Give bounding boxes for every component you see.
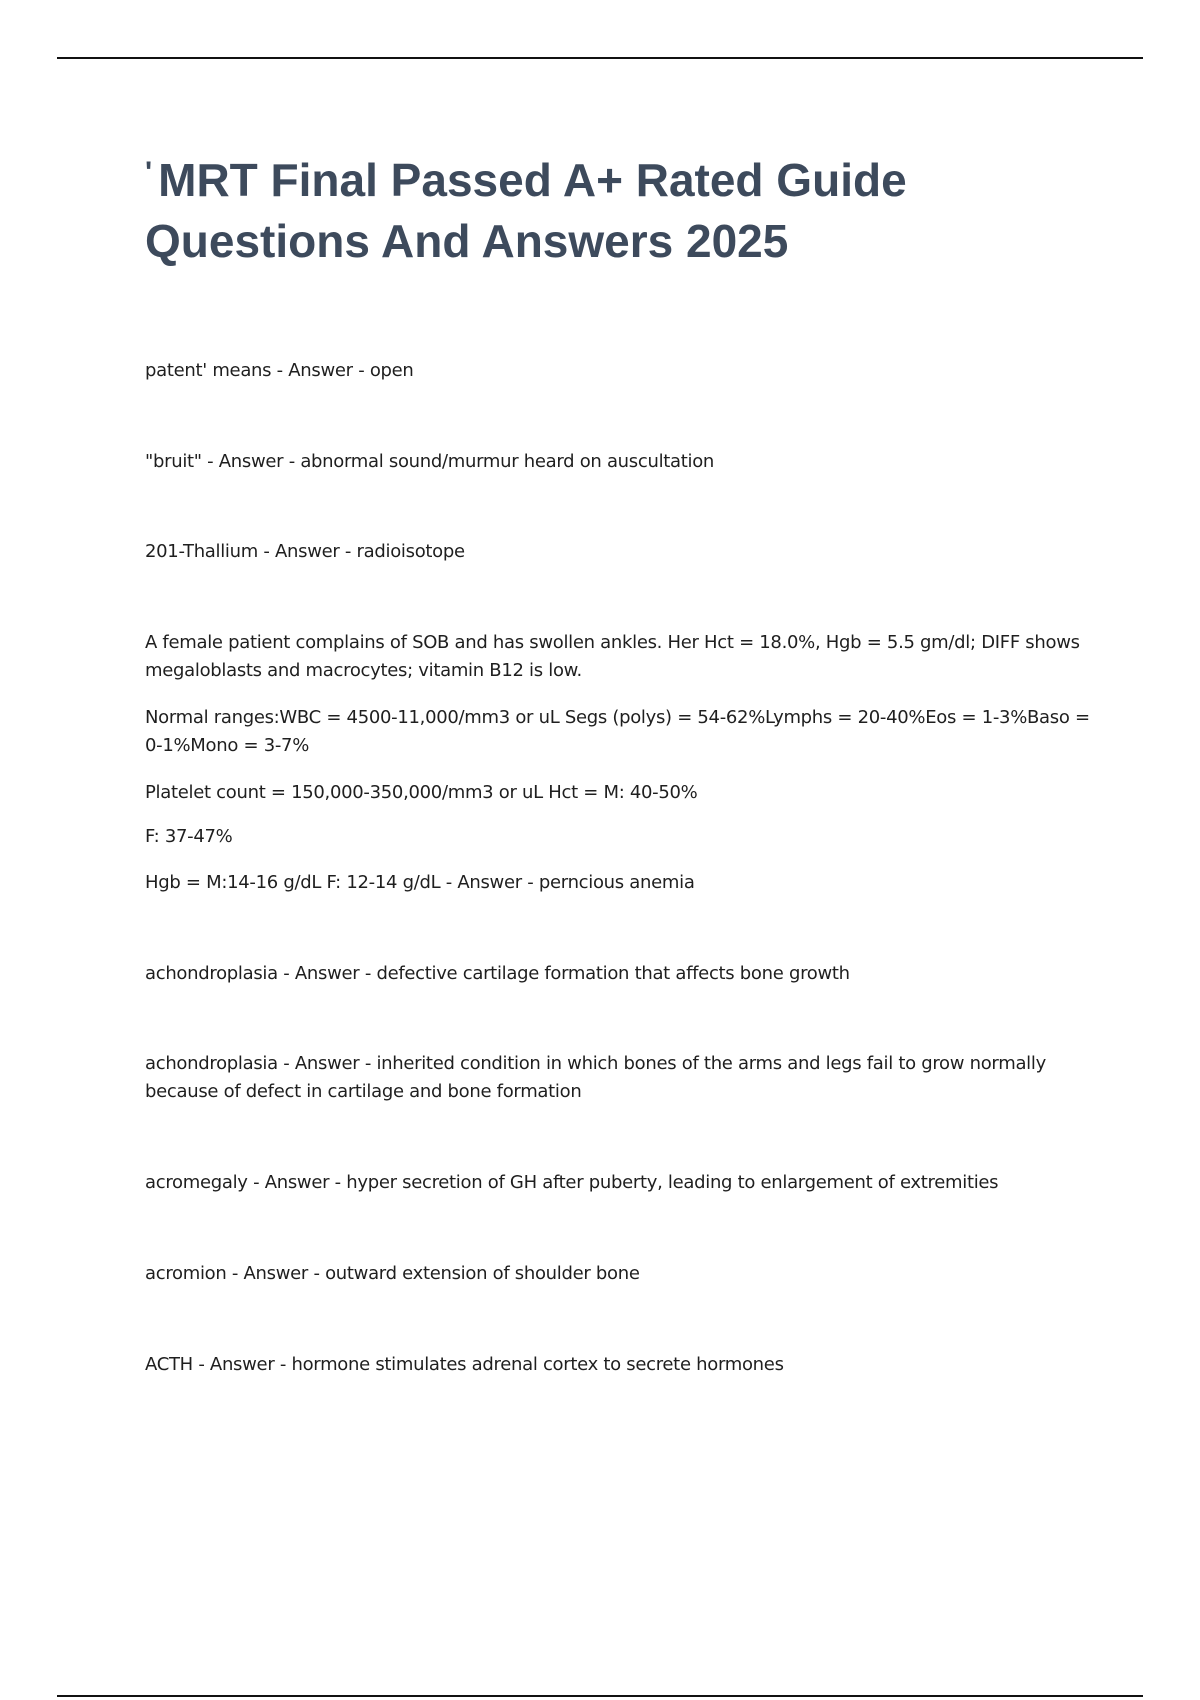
qa-item: acromegaly - Answer - hyper secretion of GH after puberty, leading to enlargement of extremities <box>145 1172 999 1193</box>
qa-item: achondroplasia - Answer - defective cartilage formation that affects bone growth <box>145 963 850 984</box>
qa-item: F: 37-47% <box>145 826 233 847</box>
title-text: MRT Final Passed A+ Rated Guide Questions And Answers 2025 <box>145 154 907 267</box>
top-rule <box>57 57 1143 59</box>
qa-item: ACTH - Answer - hormone stimulates adrenal cortex to secrete hormones <box>145 1354 784 1375</box>
title-mark: ' <box>145 156 153 189</box>
page-title <box>145 142 1105 272</box>
qa-item: patent' means - Answer - open <box>145 360 414 381</box>
qa-item: acromion - Answer - outward extension of shoulder bone <box>145 1263 640 1284</box>
qa-item: Hgb = M:14-16 g/dL F: 12-14 g/dL - Answer - perncious anemia <box>145 872 695 893</box>
qa-item: A female patient complains of SOB and has swollen ankles. Her Hct = 18.0%, Hgb = 5.5 gm/dl; DIFF shows megaloblasts and macrocytes; vitamin B12 is low. <box>145 632 1080 681</box>
qa-item: "bruit" - Answer - abnormal sound/murmur heard on auscultation <box>145 451 715 472</box>
qa-item: achondroplasia - Answer - inherited condition in which bones of the arms and legs fail to grow normally because of defect in cartilage and bone formation <box>145 1053 1046 1102</box>
bottom-rule <box>57 1695 1143 1697</box>
qa-item: Platelet count = 150,000-350,000/mm3 or uL Hct = M: 40-50% <box>145 782 698 803</box>
qa-item: 201-Thallium - Answer - radioisotope <box>145 541 465 562</box>
qa-item: Normal ranges:WBC = 4500-11,000/mm3 or uL Segs (polys) = 54-62%Lymphs = 20-40%Eos = 1-3%Baso = 0-1%Mono = 3-7% <box>145 707 1090 756</box>
